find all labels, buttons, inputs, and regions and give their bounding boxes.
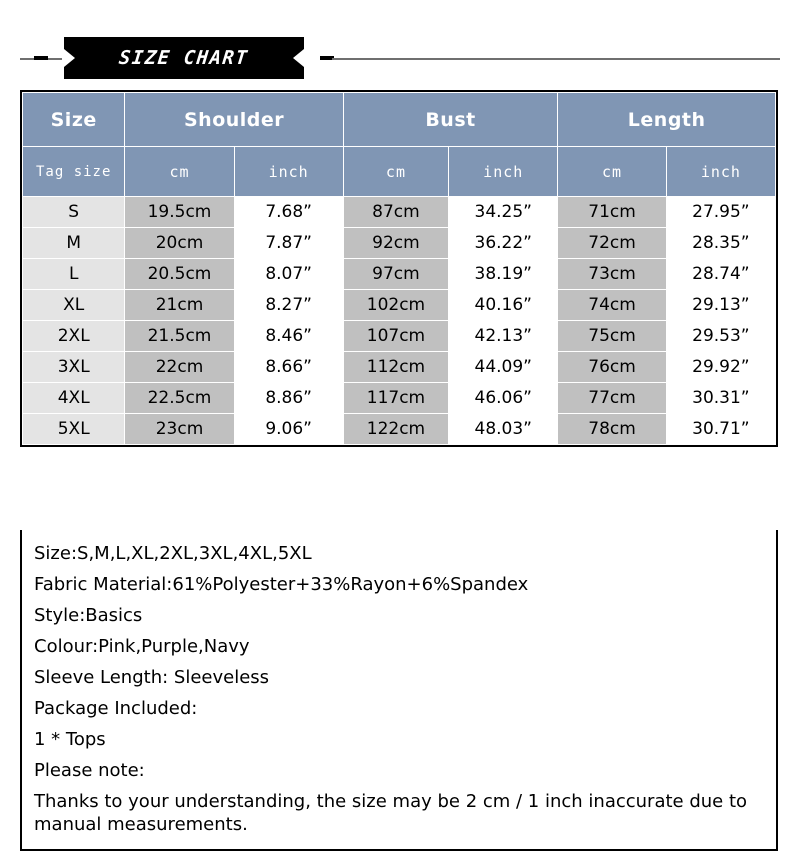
cell-shoulder-cm: 20cm xyxy=(125,228,234,259)
cell-size: M xyxy=(23,228,125,259)
cell-shoulder-in: 8.27” xyxy=(234,290,343,321)
cell-shoulder-in: 9.06” xyxy=(234,414,343,445)
cell-shoulder-in: 8.66” xyxy=(234,352,343,383)
cell-length-cm: 71cm xyxy=(558,197,666,228)
table-row xyxy=(23,197,776,228)
cell-shoulder-in: 8.07” xyxy=(234,259,343,290)
header-length-inch: inch xyxy=(666,147,775,197)
cell-length-cm: 75cm xyxy=(558,321,666,352)
cell-shoulder-in: 7.87” xyxy=(234,228,343,259)
header-length-cm: cm xyxy=(558,147,666,197)
product-description xyxy=(20,530,778,851)
table-row xyxy=(23,259,776,290)
description-line: Colour:Pink,Purple,Navy xyxy=(34,635,250,657)
table-row xyxy=(23,321,776,352)
cell-bust-cm: 97cm xyxy=(343,259,448,290)
size-chart-table-wrapper xyxy=(20,90,778,447)
cell-length-cm: 78cm xyxy=(558,414,666,445)
header-shoulder-cm: cm xyxy=(125,147,234,197)
banner-notch-right-icon xyxy=(293,49,304,67)
cell-length-cm: 74cm xyxy=(558,290,666,321)
cell-bust-cm: 122cm xyxy=(343,414,448,445)
cell-bust-cm: 102cm xyxy=(343,290,448,321)
cell-bust-in: 34.25” xyxy=(449,197,558,228)
cell-length-in: 29.53” xyxy=(666,321,775,352)
description-line: 1 * Tops xyxy=(34,728,106,750)
cell-length-cm: 76cm xyxy=(558,352,666,383)
cell-length-in: 28.35” xyxy=(666,228,775,259)
cell-length-in: 29.92” xyxy=(666,352,775,383)
cell-shoulder-cm: 21.5cm xyxy=(125,321,234,352)
cell-bust-in: 46.06” xyxy=(449,383,558,414)
cell-bust-cm: 92cm xyxy=(343,228,448,259)
description-line: Fabric Material:61%Polyester+33%Rayon+6%Spandex xyxy=(34,573,529,595)
size-chart-table xyxy=(22,92,776,445)
cell-bust-in: 44.09” xyxy=(449,352,558,383)
description-line: Package Included: xyxy=(34,697,198,719)
banner-title-box xyxy=(64,37,304,79)
cell-size: 2XL xyxy=(23,321,125,352)
table-header-row-top xyxy=(23,93,776,147)
cell-size: 5XL xyxy=(23,414,125,445)
table-header-row-sub xyxy=(23,147,776,197)
cell-size: S xyxy=(23,197,125,228)
table-row xyxy=(23,352,776,383)
description-line: Sleeve Length: Sleeveless xyxy=(34,666,270,688)
cell-length-in: 27.95” xyxy=(666,197,775,228)
cell-size: XL xyxy=(23,290,125,321)
cell-length-cm: 73cm xyxy=(558,259,666,290)
table-row xyxy=(23,228,776,259)
header-shoulder-inch: inch xyxy=(234,147,343,197)
cell-shoulder-cm: 21cm xyxy=(125,290,234,321)
description-note: Thanks to your understanding, the size may be 2 cm / 1 inch inaccurate due to manual measurements. xyxy=(34,790,748,836)
cell-bust-in: 38.19” xyxy=(449,259,558,290)
header-shoulder: Shoulder xyxy=(125,93,343,147)
description-line: Size:S,M,L,XL,2XL,3XL,4XL,5XL xyxy=(34,543,312,564)
cell-size: 3XL xyxy=(23,352,125,383)
cell-bust-in: 42.13” xyxy=(449,321,558,352)
cell-shoulder-cm: 19.5cm xyxy=(125,197,234,228)
header-bust-inch: inch xyxy=(449,147,558,197)
cell-length-in: 28.74” xyxy=(666,259,775,290)
cell-shoulder-cm: 22.5cm xyxy=(125,383,234,414)
cell-length-in: 29.13” xyxy=(666,290,775,321)
description-line: Please note: xyxy=(34,759,145,781)
cell-shoulder-cm: 20.5cm xyxy=(125,259,234,290)
cell-bust-in: 40.16” xyxy=(449,290,558,321)
cell-shoulder-cm: 22cm xyxy=(125,352,234,383)
cell-bust-cm: 112cm xyxy=(343,352,448,383)
cell-length-cm: 77cm xyxy=(558,383,666,414)
cell-shoulder-in: 8.46” xyxy=(234,321,343,352)
header-bust-cm: cm xyxy=(343,147,448,197)
cell-size: L xyxy=(23,259,125,290)
cell-size: 4XL xyxy=(23,383,125,414)
description-line: Style:Basics xyxy=(34,604,143,626)
header-bust: Bust xyxy=(343,93,558,147)
header-length: Length xyxy=(558,93,776,147)
banner-notch-left-icon xyxy=(64,49,75,67)
banner-rule-right xyxy=(332,58,780,60)
cell-bust-cm: 117cm xyxy=(343,383,448,414)
banner-dash-left xyxy=(34,56,48,60)
cell-bust-in: 48.03” xyxy=(449,414,558,445)
cell-length-in: 30.71” xyxy=(666,414,775,445)
table-row xyxy=(23,290,776,321)
cell-bust-cm: 87cm xyxy=(343,197,448,228)
cell-shoulder-in: 7.68” xyxy=(234,197,343,228)
header-size: Size xyxy=(23,93,125,147)
cell-length-cm: 72cm xyxy=(558,228,666,259)
table-row xyxy=(23,414,776,445)
cell-shoulder-cm: 23cm xyxy=(125,414,234,445)
header-tag-size: Tag size xyxy=(23,147,125,197)
table-row xyxy=(23,383,776,414)
cell-bust-in: 36.22” xyxy=(449,228,558,259)
cell-bust-cm: 107cm xyxy=(343,321,448,352)
cell-shoulder-in: 8.86” xyxy=(234,383,343,414)
header-banner xyxy=(20,34,780,84)
page-title: SIZE CHART xyxy=(118,47,250,69)
cell-length-in: 30.31” xyxy=(666,383,775,414)
